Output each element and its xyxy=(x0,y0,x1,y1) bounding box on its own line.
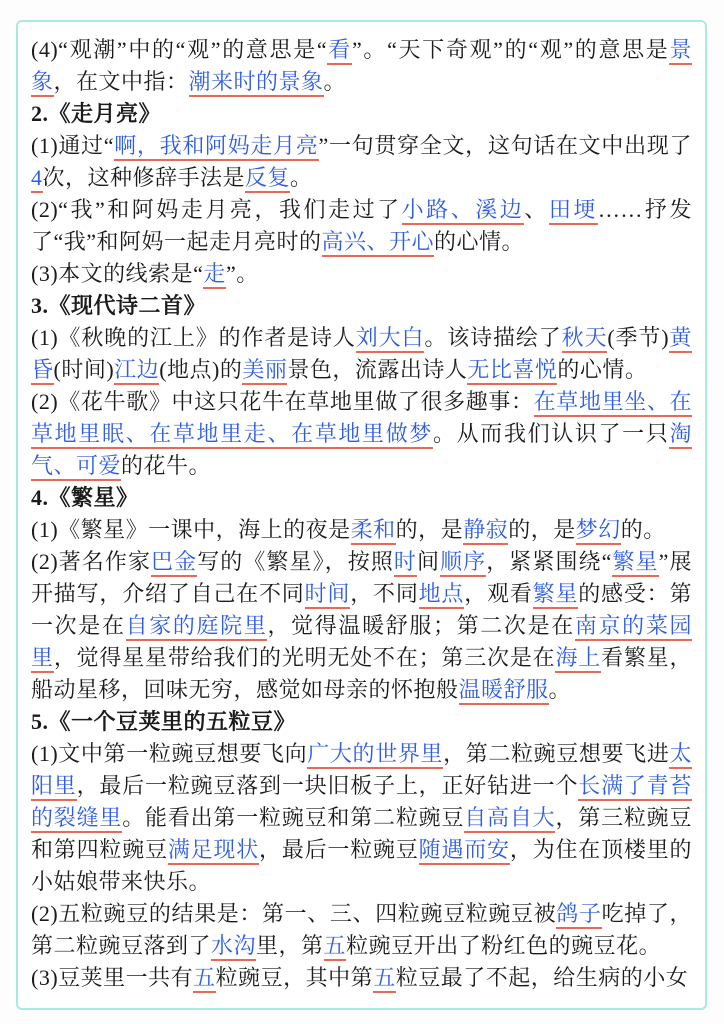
plain-text: (4)“观潮”中的“观”的意思是“ xyxy=(31,37,328,62)
plain-text: 的感受：第一次是在 xyxy=(31,581,692,638)
plain-text: ”一句贯穿全文，这句话在文中出现了 xyxy=(318,133,692,158)
answer-text: 五 xyxy=(193,965,216,993)
plain-text: (1)《秋晚的江上》的作者是诗人 xyxy=(31,325,356,350)
plain-text: 的花牛。 xyxy=(121,453,212,478)
answer-text: 五 xyxy=(324,933,347,961)
plain-text: ，第二粒豌豆想要飞进 xyxy=(443,741,670,766)
plain-text: ”。 xyxy=(225,261,259,286)
plain-text: 、 xyxy=(524,197,549,222)
notes-paragraph xyxy=(31,898,692,962)
answer-text: 太阳里 xyxy=(31,741,692,801)
answer-text: 南京的菜园里 xyxy=(31,613,692,673)
plain-text: 。能看出第一粒豌豆和第二粒豌豆 xyxy=(122,805,465,830)
answer-text: 自高自大 xyxy=(464,805,555,833)
answer-text: 景象 xyxy=(31,37,692,97)
notes-paragraph xyxy=(31,34,692,98)
plain-text: 。 xyxy=(548,677,572,702)
answer-text: 美丽 xyxy=(242,357,287,385)
plain-text: (3)豆荚里一共有 xyxy=(31,965,194,990)
notes-paragraph xyxy=(31,546,692,706)
section-heading xyxy=(31,706,692,738)
answer-text: 走 xyxy=(203,261,226,289)
answer-text: 潮来时的景象 xyxy=(189,69,324,97)
plain-text: 的心情。 xyxy=(434,229,525,254)
plain-text: 次，这种修辞手法是 xyxy=(42,165,246,190)
answer-text: 水沟 xyxy=(211,933,256,961)
plain-text: 的心情。 xyxy=(557,357,648,382)
answer-text: 长满了青苔的裂缝里 xyxy=(31,773,692,833)
plain-text: (地点)的 xyxy=(159,357,243,382)
plain-text: 景色，流露出诗人 xyxy=(287,357,468,382)
plain-text: 写的《繁星》，按照 xyxy=(197,549,394,574)
answer-text: 小路、溪边 xyxy=(402,197,525,225)
answer-text: 田埂 xyxy=(549,197,598,225)
plain-text: ，观看 xyxy=(464,581,533,606)
answer-text: 满足现状 xyxy=(168,837,259,865)
plain-text: 。从而我们认识了一只 xyxy=(433,421,670,446)
plain-text: ，紧紧围绕“ xyxy=(486,549,612,574)
notes-card xyxy=(16,20,707,1010)
notes-paragraph xyxy=(31,514,692,546)
answer-text: 高兴、开心 xyxy=(322,229,435,257)
plain-text: ，最后一粒豌豆 xyxy=(259,837,419,862)
plain-text: (3)本文的线索是“ xyxy=(31,261,204,286)
plain-text: 的，是 xyxy=(395,517,464,542)
plain-text: (2)《花牛歌》中这只花牛在草地里做了很多趣事： xyxy=(31,389,534,414)
plain-text: 的，是 xyxy=(508,517,576,542)
plain-text: 粒豌豆，其中第 xyxy=(215,965,374,990)
section-heading xyxy=(31,482,692,514)
notes-paragraph xyxy=(31,258,692,290)
notes-paragraph xyxy=(31,962,692,994)
plain-text: ，为住在顶楼里的小姑娘带来快乐。 xyxy=(31,837,692,894)
answer-text: 啊，我和阿妈走月亮 xyxy=(114,133,319,161)
plain-text: ”展开描写，介绍了自己在不同 xyxy=(31,549,692,606)
plain-text: 。该诗描绘了 xyxy=(424,325,562,350)
answer-text: 梦幻 xyxy=(576,517,621,545)
answer-text: 秋天 xyxy=(562,325,608,353)
notes-paragraph xyxy=(31,130,692,194)
plain-text: ，不同 xyxy=(350,581,419,606)
notes-paragraph xyxy=(31,322,692,386)
plain-text: ”。“天下奇观”的“观”的意思是 xyxy=(351,37,670,62)
answer-text: 静寂 xyxy=(463,517,508,545)
answer-text: 刘大白 xyxy=(356,325,425,353)
plain-text: (1)《繁星》一课中，海上的夜是 xyxy=(31,517,351,542)
answer-text: 淘气、可爱 xyxy=(31,421,692,481)
answer-text: 五 xyxy=(373,965,396,993)
plain-text: (2)五粒豌豆的结果是：第一、三、四粒豌豆粒豌豆被 xyxy=(31,901,557,926)
answer-text: 黄昏 xyxy=(31,325,692,385)
plain-text: ，最后一粒豌豆落到一块旧板子上，正好钻进一个 xyxy=(76,773,579,798)
answer-text: 4 xyxy=(31,165,43,193)
plain-text: 里，第 xyxy=(256,933,324,958)
notes-paragraph xyxy=(31,386,692,482)
answer-text: 自家的庭院里 xyxy=(126,613,268,641)
plain-text: 。 xyxy=(290,165,313,190)
answer-text: 鸽子 xyxy=(556,901,601,929)
plain-text: 的。 xyxy=(620,517,666,542)
answer-text: 时 xyxy=(394,549,417,577)
answer-text: 随遇而安 xyxy=(419,837,510,865)
notes-paragraph xyxy=(31,194,692,258)
plain-text: (1)通过“ xyxy=(31,133,115,158)
section-heading xyxy=(31,290,692,322)
answer-text: 反复 xyxy=(245,165,290,193)
plain-text: ，在文中指： xyxy=(53,69,189,94)
section-heading xyxy=(31,98,692,130)
answer-text: 无比喜悦 xyxy=(467,357,557,385)
answer-text: 繁星 xyxy=(533,581,579,609)
plain-text: ……抒发了“我”和阿妈一起走月亮时的 xyxy=(31,197,692,254)
plain-text: (季节) xyxy=(607,325,670,350)
answer-text: 广大的世界里 xyxy=(307,741,443,769)
plain-text: ，觉得温暖舒服；第二次是在 xyxy=(267,613,575,638)
plain-text: 间 xyxy=(416,549,441,574)
answer-text: 江边 xyxy=(114,357,159,385)
plain-text: ，第三粒豌豆和第四粒豌豆 xyxy=(31,805,692,862)
answer-text: 在草地里坐、在草地里眠、在草地里走、在草地里做梦 xyxy=(31,389,692,449)
plain-text: 粒豌豆开出了粉红色的豌豆花。 xyxy=(346,933,662,958)
plain-text: 。 xyxy=(323,69,347,94)
plain-text: (2)“我”和阿妈走月亮，我们走过了 xyxy=(31,197,402,222)
plain-text: 3.《现代诗二首》 xyxy=(31,293,207,318)
answer-text: 巴金 xyxy=(151,549,197,577)
answer-text: 繁星 xyxy=(612,549,659,577)
answer-text: 海上 xyxy=(555,645,601,673)
plain-text: (1)文中第一粒豌豆想要飞向 xyxy=(31,741,308,766)
plain-text: 看繁星，船动星移，回味无穷，感觉如母亲的怀抱般 xyxy=(31,645,692,702)
plain-text: ，觉得星星带给我们的光明无处不在；第三次是在 xyxy=(53,645,556,670)
answer-text: 地点 xyxy=(419,581,465,609)
answer-text: 温暖舒服 xyxy=(459,677,549,705)
notes-paragraph xyxy=(31,738,692,898)
answer-text: 看 xyxy=(327,37,352,65)
plain-text: 5.《一个豆荚里的五粒豆》 xyxy=(31,709,297,734)
plain-text: 4.《繁星》 xyxy=(31,485,139,510)
answer-text: 时间 xyxy=(305,581,351,609)
plain-text: 粒豆最了不起，给生病的小女 xyxy=(395,965,689,990)
plain-text: (时间) xyxy=(53,357,115,382)
answer-text: 柔和 xyxy=(351,517,396,545)
plain-text: (2)著名作家 xyxy=(31,549,152,574)
plain-text: 吃掉了，第二粒豌豆落到了 xyxy=(31,901,692,958)
plain-text: 2.《走月亮》 xyxy=(31,101,162,126)
answer-text: 顺序 xyxy=(440,549,486,577)
